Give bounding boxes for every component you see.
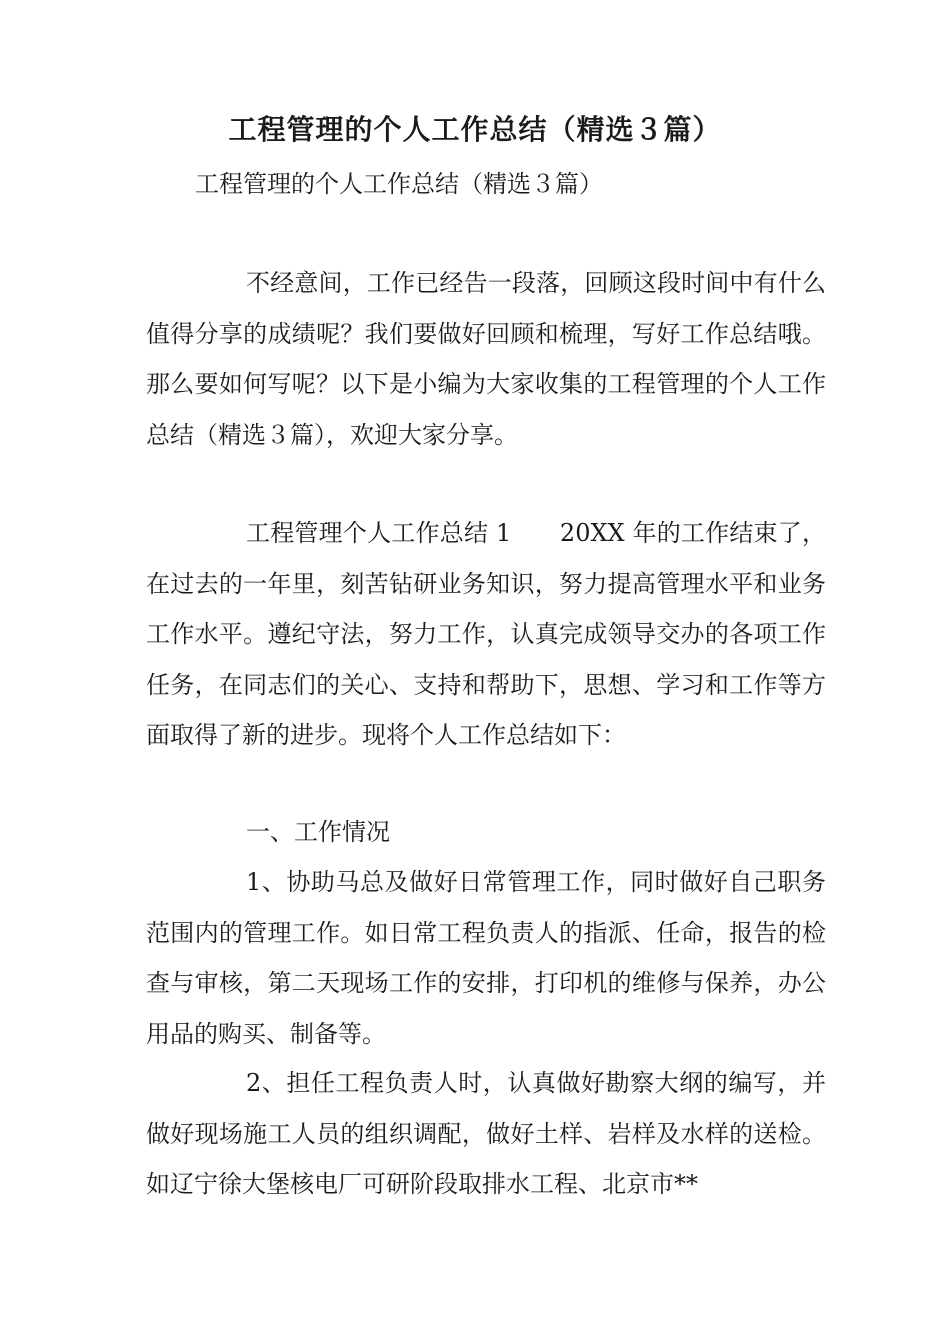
work-item-1: 1、协助马总及做好日常管理工作，同时做好自己职务范围内的管理工作。如日常工程负责人的指派、任命，报告的检查与审核，第二天现场工作的安排，打印机的维修与保养，办公用品的购买、制备等。 [146, 868, 826, 1048]
document-subtitle: 工程管理的个人工作总结（精选３篇） [195, 170, 603, 198]
document-title: 工程管理的个人工作总结（精选３篇） [228, 113, 722, 146]
intro-paragraph: 不经意间，工作已经告一段落，回顾这段时间中有什么值得分享的成绩呢？我们要做好回顾和梳理，写好工作总结哦。那么要如何写呢？以下是小编为大家收集的工程管理的个人工作总结（精选３篇），欢迎大家分享。 [146, 269, 826, 449]
work-item-2: 2、担任工程负责人时，认真做好勘察大纲的编写，并做好现场施工人员的组织调配，做好土样、岩样及水样的送检。如辽宁徐大堡核电厂可研阶段取排水工程、北京市** [146, 1069, 826, 1198]
section-heading: 一、工作情况 [246, 818, 390, 846]
summary-one-paragraph: 工程管理个人工作总结 1 20XX 年的工作结束了，在过去的一年里，刻苦钻研业务知识，努力提高管理水平和业务工作水平。遵纪守法，努力工作，认真完成领导交办的各项工作任务，在同志们的关心、支持和帮助下，思想、学习和工作等方面取得了新的进步。现将个人工作总结如下： [146, 519, 826, 749]
